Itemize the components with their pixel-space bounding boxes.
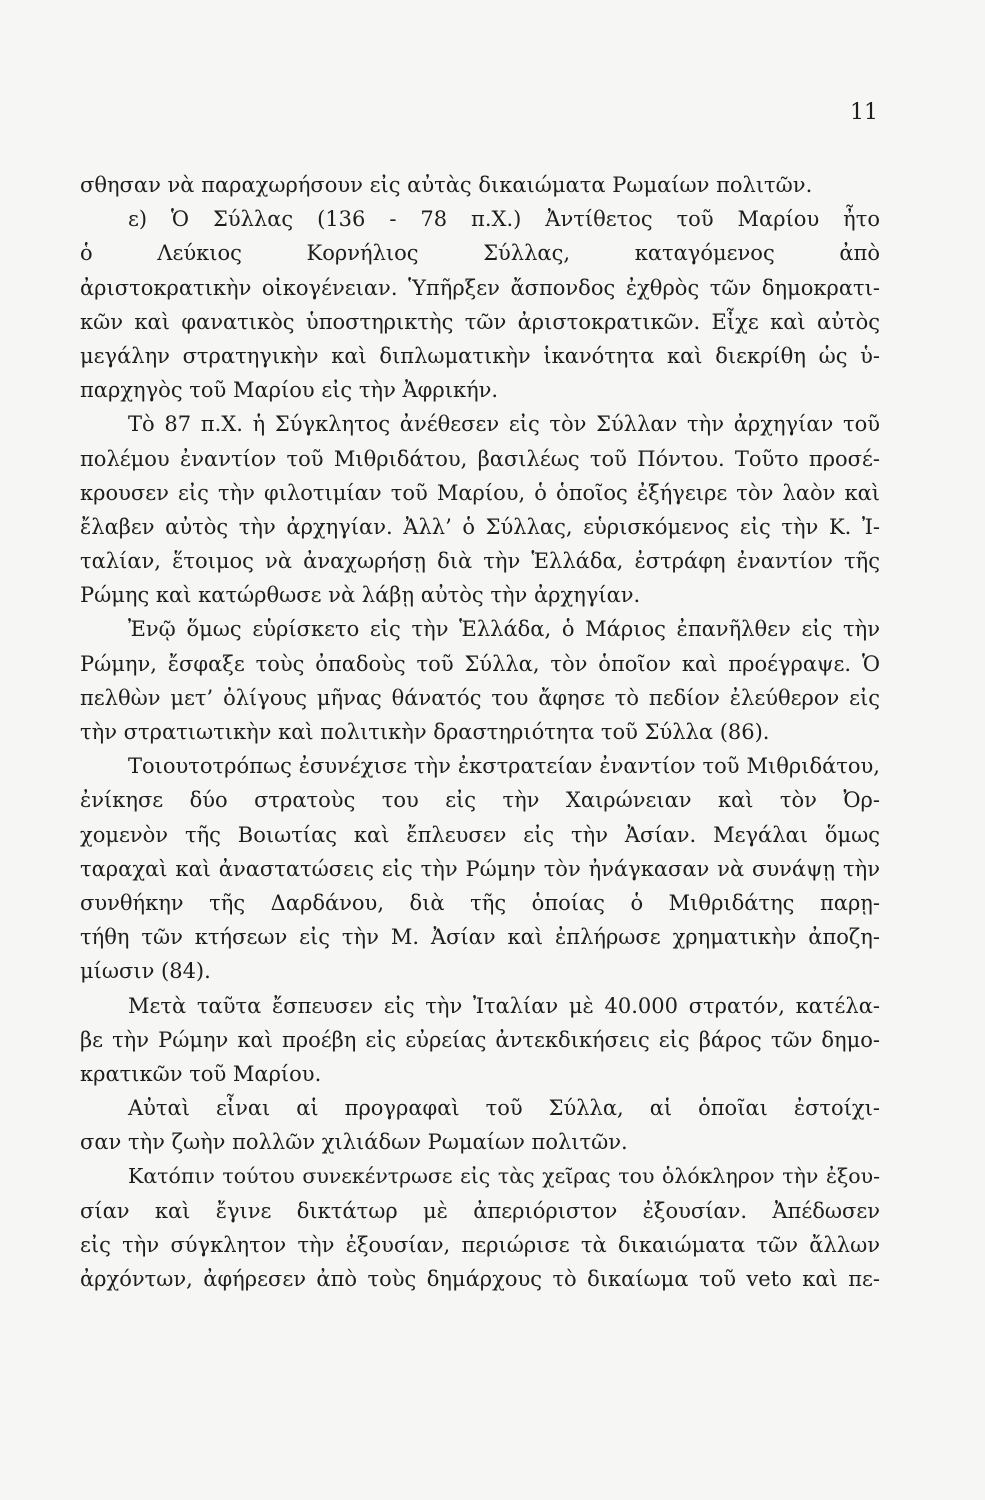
text-line: πελθὼν μετ’ ὀλίγους μῆνας θάνατός του ἄφησε τὸ πεδίον ἐλεύθερον εἰς [80,685,880,710]
text-line: εἰς τὴν σύγκλητον τὴν ἐξουσίαν, περιώρισε τὰ δικαιώματα τῶν ἄλλων [80,1232,880,1257]
text-line: Τὸ 87 π.Χ. ἡ Σύγκλητος ἀνέθεσεν εἰς τὸν Σύλλαν τὴν ἀρχηγίαν τοῦ [128,412,880,437]
text-line: πολέμου ἐναντίον τοῦ Μιθριδάτου, βασιλέως τοῦ Πόντου. Τοῦτο προσέ- [80,446,880,471]
text-line: ἀρχόντων, ἀφήρεσεν ἀπὸ τοὺς δημάρχους τὸ δικαίωμα τοῦ veto καὶ πε- [80,1267,880,1291]
text-line: τὴν στρατιωτικὴν καὶ πολιτικὴν δραστηριότητα τοῦ Σύλλα (86). [80,720,770,744]
text-line: ὁ Λεύκιος Κορνήλιος Σύλλας, καταγόμενος ἀπὸ [80,241,880,266]
text-line: Αὐταὶ εἶναι αἱ προγραφαὶ τοῦ Σύλλα, αἱ ὁποῖαι ἐστοίχι- [128,1096,880,1121]
text-line: Ρώμης καὶ κατώρθωσε νὰ λάβῃ αὐτὸς τὴν ἀρχηγίαν. [80,583,641,608]
text-line: Ἐνῷ ὅμως εὑρίσκετο εἰς τὴν Ἑλλάδα, ὁ Μάριος ἐπανῆλθεν εἰς τὴν [128,617,880,642]
text-line: μεγάλην στρατηγικὴν καὶ διπλωματικὴν ἱκανότητα καὶ διεκρίθη ὡς ὑ- [80,343,880,368]
text-line: ἔλαβεν αὐτὸς τὴν ἀρχηγίαν. Ἀλλ’ ὁ Σύλλας, εὑρισκόμενος εἰς τὴν Κ. Ἰ- [80,514,880,539]
text-line: σαν τὴν ζωὴν πολλῶν χιλιάδων Ρωμαίων πολιτῶν. [80,1130,628,1155]
text-line: ταλίαν, ἕτοιμος νὰ ἀναχωρήσῃ διὰ τὴν Ἑλλάδα, ἐστράφη ἐναντίον τῆς [80,549,880,574]
text-line: κῶν καὶ φανατικὸς ὑποστηρικτὴς τῶν ἀριστοκρατικῶν. Εἶχε καὶ αὐτὸς [80,309,880,334]
text-line: Τοιουτοτρόπως ἐσυνέχισε τὴν ἐκστρατείαν ἐναντίον τοῦ Μιθριδάτου, [128,754,880,779]
text-line: βε τὴν Ρώμην καὶ προέβη εἰς εὐρείας ἀντεκδικήσεις εἰς βάρος τῶν δημο- [80,1027,880,1052]
text-line: ἐνίκησε δύο στρατοὺς του εἰς τὴν Χαιρώνειαν καὶ τὸν Ὀρ- [80,788,880,813]
page-number: 11 [850,100,878,125]
text-line: τήθη τῶν κτήσεων εἰς τὴν Μ. Ἀσίαν καὶ ἐπλήρωσε χρηματικὴν ἀποζη- [80,925,880,950]
text-line: μίωσιν (84). [80,959,211,984]
text-line: ταραχαὶ καὶ ἀναστατώσεις εἰς τὴν Ρώμην τὸν ἠνάγκασαν νὰ συνάψῃ τὴν [80,856,880,881]
text-line: σθησαν νὰ παραχωρήσουν εἰς αὐτὰς δικαιώματα Ρωμαίων πολιτῶν. [80,173,813,197]
body-text [80,168,880,1296]
text-line: σίαν καὶ ἔγινε δικτάτωρ μὲ ἀπεριόριστον ἐξουσίαν. Ἀπέδωσεν [80,1198,880,1223]
text-line: κρουσεν εἰς τὴν φιλοτιμίαν τοῦ Μαρίου, ὁ ὁποῖος ἐξήγειρε τὸν λαὸν καὶ [80,480,880,505]
text-line: ε) Ὁ Σύλλας (136 - 78 π.Χ.) Ἀντίθετος τοῦ Μαρίου ἦτο [128,207,880,232]
text-line: παρχηγὸς τοῦ Μαρίου εἰς τὴν Ἀφρικήν. [80,378,499,403]
text-line: Κατόπιν τούτου συνεκέντρωσε εἰς τὰς χεῖρας του ὁλόκληρον τὴν ἐξου- [128,1164,880,1189]
text-line: συνθήκην τῆς Δαρδάνου, διὰ τῆς ὁποίας ὁ Μιθριδάτης παρῃ- [80,890,880,915]
text-line: χομενὸν τῆς Βοιωτίας καὶ ἔπλευσεν εἰς τὴν Ἀσίαν. Μεγάλαι ὅμως [80,822,880,847]
text-line: ἀριστοκρατικὴν οἰκογένειαν. Ὑπῆρξεν ἄσπονδος ἐχθρὸς τῶν δημοκρατι- [80,275,880,300]
text-line: Μετὰ ταῦτα ἔσπευσεν εἰς τὴν Ἰταλίαν μὲ 40.000 στρατόν, κατέλα- [128,993,880,1018]
text-line: κρατικῶν τοῦ Μαρίου. [80,1061,322,1086]
text-line: Ρώμην, ἔσφαξε τοὺς ὀπαδοὺς τοῦ Σύλλα, τὸν ὁποῖον καὶ προέγραψε. Ὁ [80,651,880,676]
